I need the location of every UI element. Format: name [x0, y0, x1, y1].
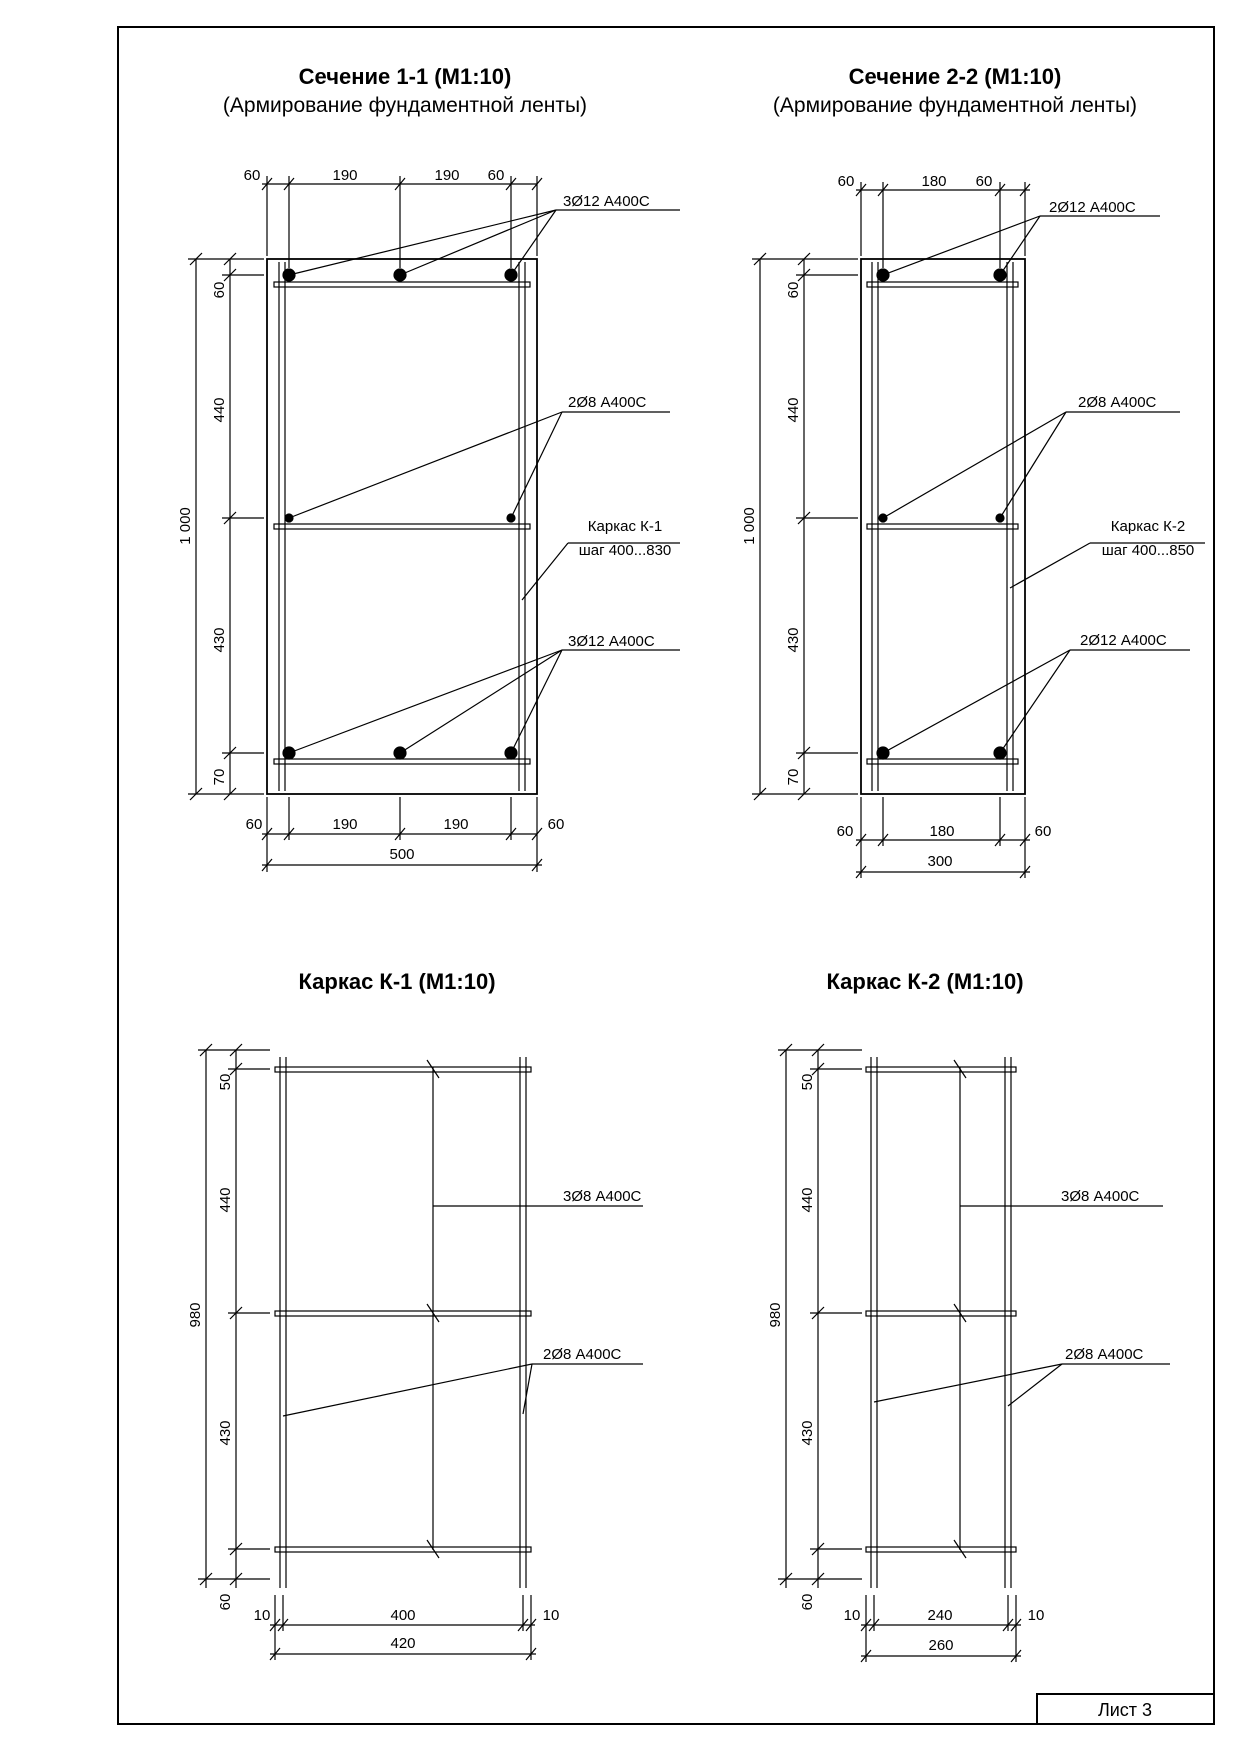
dim-bottom-0: 60: [245, 816, 263, 833]
callout-top-bars: 2Ø12 А400С: [1049, 199, 1136, 216]
dim-left-0: 60: [211, 281, 228, 299]
dim-top-0: 60: [837, 173, 855, 190]
dim-left-1: 440: [211, 397, 228, 423]
dim-left-1: 440: [799, 1187, 816, 1213]
dim-bottom-2: 60: [1034, 823, 1052, 840]
callout-frame-step: шаг 400...830: [578, 542, 672, 559]
dim-left-2: 430: [799, 1420, 816, 1446]
dim-bottom-3: 60: [547, 816, 565, 833]
dim-left-2: 430: [785, 627, 802, 653]
dim-bottom-1: 190: [332, 816, 358, 833]
dim-left-3: 70: [785, 768, 802, 786]
dim-left-3: 60: [217, 1593, 234, 1611]
callout-verticals: 3Ø8 А400С: [1061, 1188, 1140, 1205]
dim-top-3: 60: [487, 167, 505, 184]
callout-verticals: 3Ø8 А400С: [563, 1188, 642, 1205]
callout-frame-name: Каркас К-1: [587, 518, 663, 535]
dim-total-width: 420: [390, 1635, 416, 1652]
dim-top-1: 180: [921, 173, 947, 190]
section-2-title: Сечение 2-2 (М1:10): [848, 64, 1062, 89]
section-1-1: [177, 64, 680, 872]
dim-total-width: 500: [389, 846, 415, 863]
callout-top-bars: 3Ø12 А400С: [563, 193, 650, 210]
dim-left-0: 50: [799, 1073, 816, 1091]
dim-bottom-2: 10: [542, 1607, 560, 1624]
dim-total-height: 1 000: [741, 507, 758, 545]
frame-1-title: Каркас К-1 (М1:10): [298, 969, 496, 994]
dim-total-height: 980: [187, 1302, 204, 1328]
dim-top-0: 60: [243, 167, 261, 184]
section-2-subtitle: (Армирование фундаментной ленты): [772, 94, 1138, 117]
dim-bottom-2: 10: [1027, 1607, 1045, 1624]
frame-2-title: Каркас К-2 (М1:10): [826, 969, 1024, 994]
frame-k-2: [767, 969, 1170, 1662]
callout-mid-bars: 2Ø8 А400С: [1078, 394, 1157, 411]
dim-total-height: 1 000: [177, 507, 194, 545]
dim-total-height: 980: [767, 1302, 784, 1328]
section-2-2: [741, 64, 1205, 878]
dim-top-2: 60: [975, 173, 993, 190]
callout-bottom-bars: 3Ø12 А400С: [568, 633, 655, 650]
dim-left-1: 440: [785, 397, 802, 423]
dim-top-2: 190: [434, 167, 460, 184]
dim-bottom-1: 240: [927, 1607, 953, 1624]
dim-left-0: 60: [785, 281, 802, 299]
callout-frame-step: шаг 400...850: [1101, 542, 1195, 559]
callout-horizontals: 2Ø8 А400С: [543, 1346, 622, 1363]
dim-left-3: 70: [211, 768, 228, 786]
dim-bottom-0: 10: [253, 1607, 271, 1624]
callout-frame-name: Каркас К-2: [1110, 518, 1186, 535]
dim-total-width: 260: [928, 1637, 954, 1654]
dim-bottom-0: 10: [843, 1607, 861, 1624]
dim-left-1: 440: [217, 1187, 234, 1213]
frame-k-1: [187, 969, 643, 1660]
section-1-outline: [267, 259, 537, 794]
section-2-outline: [861, 259, 1025, 794]
section-1-subtitle: (Армирование фундаментной ленты): [222, 94, 588, 117]
callout-bottom-bars: 2Ø12 А400С: [1080, 632, 1167, 649]
dim-left-0: 50: [217, 1073, 234, 1091]
dim-top-1: 190: [332, 167, 358, 184]
dim-bottom-1: 400: [390, 1607, 416, 1624]
dim-bottom-2: 190: [443, 816, 469, 833]
dim-bottom-0: 60: [836, 823, 854, 840]
callout-mid-bars: 2Ø8 А400С: [568, 394, 647, 411]
dim-left-2: 430: [211, 627, 228, 653]
dim-bottom-1: 180: [929, 823, 955, 840]
dim-left-3: 60: [799, 1593, 816, 1611]
dim-left-2: 430: [217, 1420, 234, 1446]
callout-horizontals: 2Ø8 А400С: [1065, 1346, 1144, 1363]
section-1-title: Сечение 1-1 (М1:10): [298, 64, 512, 89]
dim-total-width: 300: [927, 853, 953, 870]
sheet-label: Лист 3: [1097, 1700, 1153, 1720]
